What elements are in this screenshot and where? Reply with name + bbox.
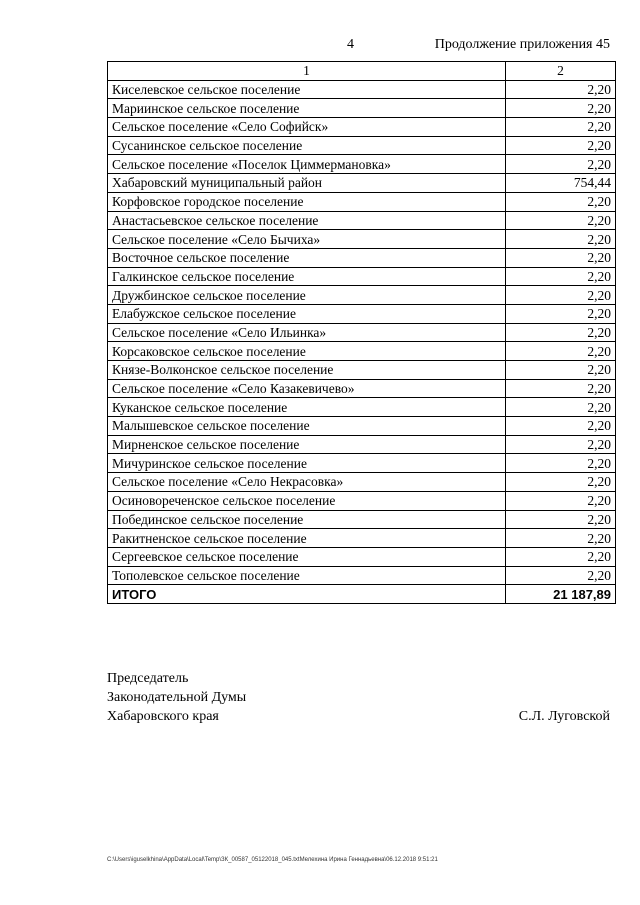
signature-title-line1: Председатель (107, 671, 189, 686)
signer-name: С.Л. Луговской (518, 709, 610, 724)
table-row (108, 361, 616, 380)
table-row (108, 174, 616, 193)
footer-file-path: C:\Users\iguselkhina\AppData\Local\Temp\ЗК_00587_05122018_045.txtМелехина Ирина Геннадьевна\06.12.2018 9:51:21 (107, 857, 438, 863)
signature-title-line2: Законодательной Думы (107, 690, 247, 705)
total-row (108, 585, 616, 604)
table-row (108, 248, 616, 267)
column-header-name: 1 (108, 62, 506, 81)
row-name: Побединское сельское поселение (108, 510, 506, 529)
row-name: Киселевское сельское поселение (108, 80, 506, 99)
table-row (108, 323, 616, 342)
table-row (108, 510, 616, 529)
row-name: Сельское поселение «Село Казакевичево» (108, 379, 506, 398)
row-value: 2,20 (506, 230, 616, 249)
row-name: Сельское поселение «Село Некрасовка» (108, 473, 506, 492)
row-value: 2,20 (506, 379, 616, 398)
row-value: 2,20 (506, 323, 616, 342)
row-name: Корфовское городское поселение (108, 192, 506, 211)
table-row (108, 342, 616, 361)
row-name: Осиновореченское сельское поселение (108, 491, 506, 510)
row-name: Малышевское сельское поселение (108, 417, 506, 436)
row-name: Мичуринское сельское поселение (108, 454, 506, 473)
table-row (108, 80, 616, 99)
row-value: 2,20 (506, 417, 616, 436)
row-value: 2,20 (506, 361, 616, 380)
row-name: Дружбинское сельское поселение (108, 286, 506, 305)
row-name: Сельское поселение «Село Ильинка» (108, 323, 506, 342)
table-row (108, 230, 616, 249)
row-name: Галкинское сельское поселение (108, 267, 506, 286)
table-row (108, 473, 616, 492)
data-table (107, 61, 616, 604)
row-name: Сельское поселение «Село Софийск» (108, 118, 506, 137)
table-row (108, 491, 616, 510)
row-value: 2,20 (506, 99, 616, 118)
row-name: Мирненское сельское поселение (108, 435, 506, 454)
table-row (108, 379, 616, 398)
row-name: Сергеевское сельское поселение (108, 547, 506, 566)
row-name: Князе-Волконское сельское поселение (108, 361, 506, 380)
total-label: ИТОГО (108, 585, 506, 604)
table-row (108, 136, 616, 155)
row-name: Сельское поселение «Поселок Циммермановка» (108, 155, 506, 174)
row-name: Анастасьевское сельское поселение (108, 211, 506, 230)
table-row (108, 118, 616, 137)
table-row (108, 454, 616, 473)
row-name: Елабужское сельское поселение (108, 304, 506, 323)
row-name: Корсаковское сельское поселение (108, 342, 506, 361)
row-value: 2,20 (506, 454, 616, 473)
row-value: 2,20 (506, 286, 616, 305)
row-value: 2,20 (506, 342, 616, 361)
row-value: 2,20 (506, 211, 616, 230)
row-name: Ракитненское сельское поселение (108, 529, 506, 548)
signature-title-line3: Хабаровского края (107, 709, 219, 724)
row-value: 2,20 (506, 473, 616, 492)
table-row (108, 398, 616, 417)
row-value: 2,20 (506, 118, 616, 137)
row-value: 2,20 (506, 435, 616, 454)
row-value: 2,20 (506, 248, 616, 267)
table-row (108, 211, 616, 230)
row-name: Мариинское сельское поселение (108, 99, 506, 118)
table-row (108, 529, 616, 548)
table-row (108, 547, 616, 566)
table-row (108, 304, 616, 323)
row-name: Куканское сельское поселение (108, 398, 506, 417)
row-name: Тополевское сельское поселение (108, 566, 506, 585)
row-value: 2,20 (506, 192, 616, 211)
row-value: 2,20 (506, 136, 616, 155)
table-row (108, 155, 616, 174)
row-value: 2,20 (506, 547, 616, 566)
row-value: 2,20 (506, 267, 616, 286)
row-value: 2,20 (506, 80, 616, 99)
table-row (108, 286, 616, 305)
page-number: 4 (347, 37, 354, 52)
table-row (108, 417, 616, 436)
row-name: Восточное сельское поселение (108, 248, 506, 267)
signature-block (107, 669, 246, 726)
row-name: Хабаровский муниципальный район (108, 174, 506, 193)
row-value: 2,20 (506, 566, 616, 585)
table-row (108, 267, 616, 286)
total-value: 21 187,89 (506, 585, 616, 604)
row-value: 754,44 (506, 174, 616, 193)
row-value: 2,20 (506, 304, 616, 323)
continuation-label: Продолжение приложения 45 (434, 37, 610, 52)
table-row (108, 192, 616, 211)
row-value: 2,20 (506, 491, 616, 510)
table-row (108, 566, 616, 585)
table-row (108, 435, 616, 454)
table-header-row (108, 62, 616, 81)
row-name: Сусанинское сельское поселение (108, 136, 506, 155)
row-value: 2,20 (506, 510, 616, 529)
row-value: 2,20 (506, 529, 616, 548)
row-value: 2,20 (506, 155, 616, 174)
row-name: Сельское поселение «Село Бычиха» (108, 230, 506, 249)
column-header-value: 2 (506, 62, 616, 81)
table-row (108, 99, 616, 118)
row-value: 2,20 (506, 398, 616, 417)
